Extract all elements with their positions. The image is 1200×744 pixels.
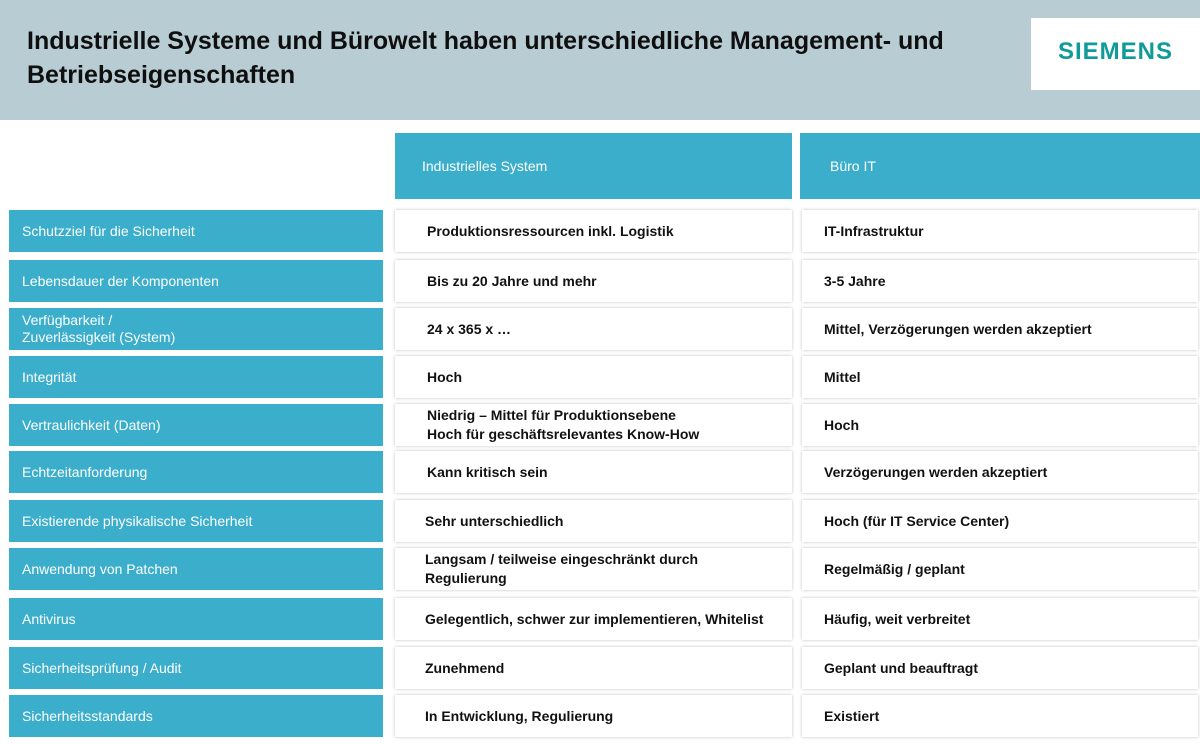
- row-label: Schutzziel für die Sicherheit: [9, 210, 383, 252]
- cell-office-it: Verzögerungen werden akzeptiert: [802, 451, 1198, 493]
- header-bar: [0, 0, 1200, 120]
- row-label: Anwendung von Patchen: [9, 548, 383, 590]
- row-label: Existierende physikalische Sicherheit: [9, 500, 383, 542]
- table-row: [0, 356, 1200, 398]
- table-row: [0, 647, 1200, 689]
- table-row: [0, 451, 1200, 493]
- cell-industrial: Bis zu 20 Jahre und mehr: [395, 260, 792, 302]
- cell-industrial: Hoch: [395, 356, 792, 398]
- page-title: Industrielle Systeme und Bürowelt haben unterschiedliche Management- und Betriebseigenschaften: [27, 27, 944, 89]
- siemens-logo: SIEMENS: [1057, 38, 1174, 65]
- cell-office-it: Hoch (für IT Service Center): [802, 500, 1198, 542]
- table-row: [0, 404, 1200, 446]
- cell-industrial: Zunehmend: [395, 647, 792, 689]
- cell-office-it: IT-Infrastruktur: [802, 210, 1198, 252]
- cell-industrial: 24 x 365 x …: [395, 308, 792, 350]
- table-row: [0, 695, 1200, 737]
- row-label: Verfügbarkeit / Zuverlässigkeit (System): [9, 308, 383, 350]
- cell-industrial: Langsam / teilweise eingeschränkt durch Regulierung: [395, 548, 792, 590]
- cell-office-it: Hoch: [802, 404, 1198, 446]
- table-row: [0, 548, 1200, 590]
- row-label: Integrität: [9, 356, 383, 398]
- cell-industrial: Kann kritisch sein: [395, 451, 792, 493]
- row-label: Antivirus: [9, 598, 383, 640]
- cell-office-it: 3-5 Jahre: [802, 260, 1198, 302]
- column-header-office-it: Büro IT: [800, 133, 1200, 199]
- cell-office-it: Regelmäßig / geplant: [802, 548, 1198, 590]
- cell-office-it: Geplant und beauftragt: [802, 647, 1198, 689]
- row-label: Sicherheitsprüfung / Audit: [9, 647, 383, 689]
- cell-industrial: In Entwicklung, Regulierung: [395, 695, 792, 737]
- row-label: Vertraulichkeit (Daten): [9, 404, 383, 446]
- column-header-industrial: Industrielles System: [395, 133, 792, 199]
- cell-industrial: Niedrig – Mittel für Produktionsebene Hoch für geschäftsrelevantes Know-How: [395, 404, 792, 446]
- cell-office-it: Existiert: [802, 695, 1198, 737]
- row-label: Echtzeitanforderung: [9, 451, 383, 493]
- table-row: [0, 210, 1200, 252]
- cell-office-it: Mittel: [802, 356, 1198, 398]
- cell-industrial: Produktionsressourcen inkl. Logistik: [395, 210, 792, 252]
- cell-office-it: Häufig, weit verbreitet: [802, 598, 1198, 640]
- table-row: [0, 308, 1200, 350]
- row-label: Sicherheitsstandards: [9, 695, 383, 737]
- cell-industrial: Gelegentlich, schwer zur implementieren, Whitelist: [395, 598, 792, 640]
- table-row: [0, 500, 1200, 542]
- logo-box: [1031, 18, 1200, 90]
- table-row: [0, 598, 1200, 640]
- table-row: [0, 260, 1200, 302]
- cell-industrial: Sehr unterschiedlich: [395, 500, 792, 542]
- row-label: Lebensdauer der Komponenten: [9, 260, 383, 302]
- cell-office-it: Mittel, Verzögerungen werden akzeptiert: [802, 308, 1198, 350]
